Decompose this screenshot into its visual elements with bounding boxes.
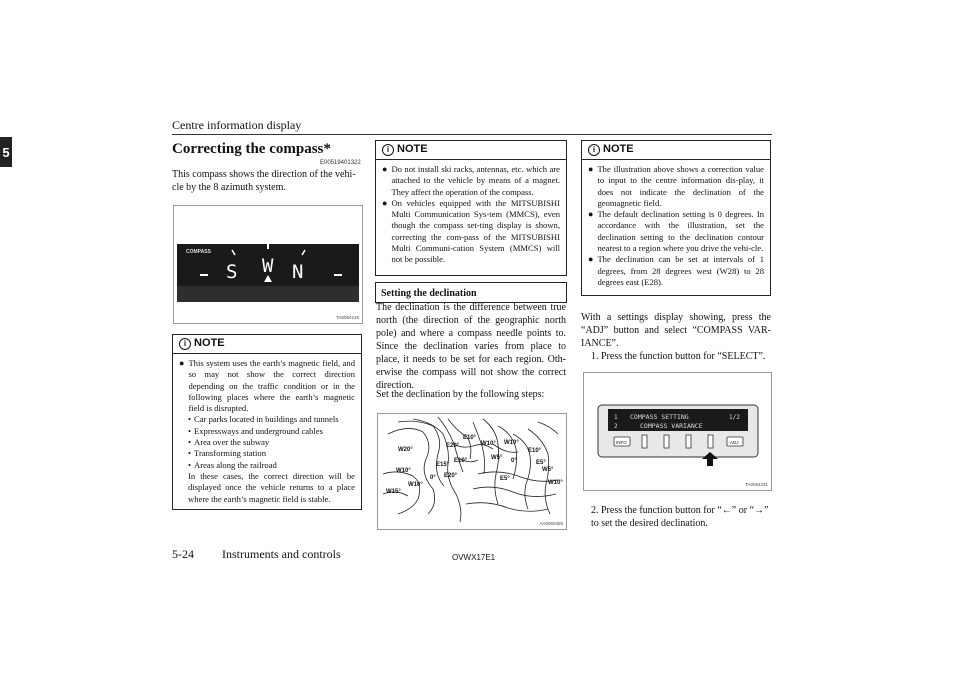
info-button-label: INFO [616,440,627,445]
map-label: W10° [396,468,411,474]
list-item: • Area over the subway [188,437,270,448]
compass-letter-n: N [292,261,304,283]
map-label: W10° [481,441,496,447]
map-label: W10° [408,482,423,488]
section-heading: Setting the declination [375,282,567,303]
list-item: • Areas along the railroad [188,459,277,470]
map-label: E15° [436,462,450,468]
info-icon: i [588,144,600,156]
map-label: 0° [430,475,436,481]
map-label: 0° [511,458,517,464]
note-header: i NOTE [582,141,770,160]
display-line-2: COMPASS VARIANCE [640,422,703,430]
note-item: ● On vehicles equipped with the MITSUBISHI Multi Communication Sys-tem (MMCS), even though the compass set-ting display is shown, correcting the com-pass of the MITSUBISHI Multi Communi-cation System (MMCS) will not be possible. [382,197,560,265]
map-label: W15° [386,489,401,495]
adj-button-label: ADJ [730,440,739,445]
info-icon: i [179,338,191,350]
map-label: E20° [446,443,460,449]
chapter-tab: 5 [0,137,12,167]
info-icon: i [382,144,394,156]
centre-display-illustration [584,373,771,490]
display-line-1: COMPASS SETTING [630,413,689,421]
section-code: E00519401322 [320,160,361,166]
list-item: • Car parks located in buildings and tunnels [188,414,339,425]
centre-display-figure [583,372,772,491]
svg-text:2: 2 [614,423,618,430]
note-box-middle [375,140,567,276]
figure-code: TA0064231 [745,482,768,487]
note-box-right [581,140,771,296]
map-label: E10° [528,448,542,454]
map-label: W10° [548,480,563,486]
note-closing: In these cases, the correct direction will be displayed once the vehicle returns to a place where the earth’s magnetic field is stable. [188,470,355,504]
step-1: 1. Press the function button for “SELECT”. [591,351,766,362]
intro-paragraph: This compass shows the direction of the vehi-cle by the 8 azimuth system. [172,169,356,193]
declination-map-figure [377,413,567,530]
note-item: ● The illustration above shows a correction value to input to the centre information dis-play, it does not indicate the declination of the geomagnetic field. [588,164,764,208]
compass-letter-w: W [262,255,274,277]
note-header: i NOTE [173,335,361,354]
map-label: W5° [542,467,554,473]
page-number: 5-24 [172,547,194,561]
note-item: ● The declination can be set at intervals of 1 degrees, from 28 degrees west (W28) to 28 degrees east (E28). [588,254,764,287]
compass-figure [173,205,363,324]
map-label: W20° [398,447,413,453]
declination-map-illustration [378,414,566,529]
compass-label: COMPASS [186,249,211,255]
map-label: E5° [536,460,546,466]
footer-section: Instruments and controls [222,547,341,561]
running-header: Centre information display [172,118,302,132]
note-box-left [172,334,362,510]
figure-code: TA0064218 [336,315,359,320]
svg-text:1: 1 [614,414,618,421]
page-title: Correcting the compass* [172,141,331,157]
map-label: E5° [500,476,510,482]
declination-paragraph: The declination is the difference between true north (the direction of the geographic north pole) and where a compass needle points to. Since the declination varies from place to place, it needs to be set for each region. Oth-erwise the compass will not show the correct direction. [376,302,566,391]
note-item: ● The default declination setting is 0 degrees. In accordance with the illustration, set the declination setting to the declination contour nearest to a region where you drive the vehi-cle. [588,209,764,254]
compass-letter-s: S [226,261,238,283]
note-item: ● This system uses the earth’s magnetic field, and so may not show the correct direction depending on the traffic condition or in the following places where the earth’s magnetic field is disrupted. [179,358,355,414]
map-label: E10° [454,458,468,464]
map-label: E10° [463,435,477,441]
note-header: i NOTE [376,141,566,160]
steps-intro: Set the declination by the following steps: [376,389,545,400]
figure-code: AA0060455 [539,521,563,526]
note-item: ● Do not install ski racks, antennas, etc. which are attached to the vehicle by means of a magnet. They affect the operation of the compass. [382,164,560,197]
step-2: 2. Press the function button for “←” or “→” to set the desired declination. [591,505,769,529]
compass-display-illustration [174,206,362,323]
adj-paragraph: With a settings display showing, press the “ADJ” button and select “COMPASS VAR-IANCE”. [581,312,771,349]
doc-code: OVWX17E1 [452,553,496,562]
display-page: 1/2 [729,414,740,421]
map-label: W5° [491,455,503,461]
map-label: W10° [504,440,519,446]
list-item: • Transforming station [188,448,267,459]
header-rule [172,134,772,135]
map-label: E20° [444,473,458,479]
list-item: • Expressways and underground cables [188,425,323,436]
